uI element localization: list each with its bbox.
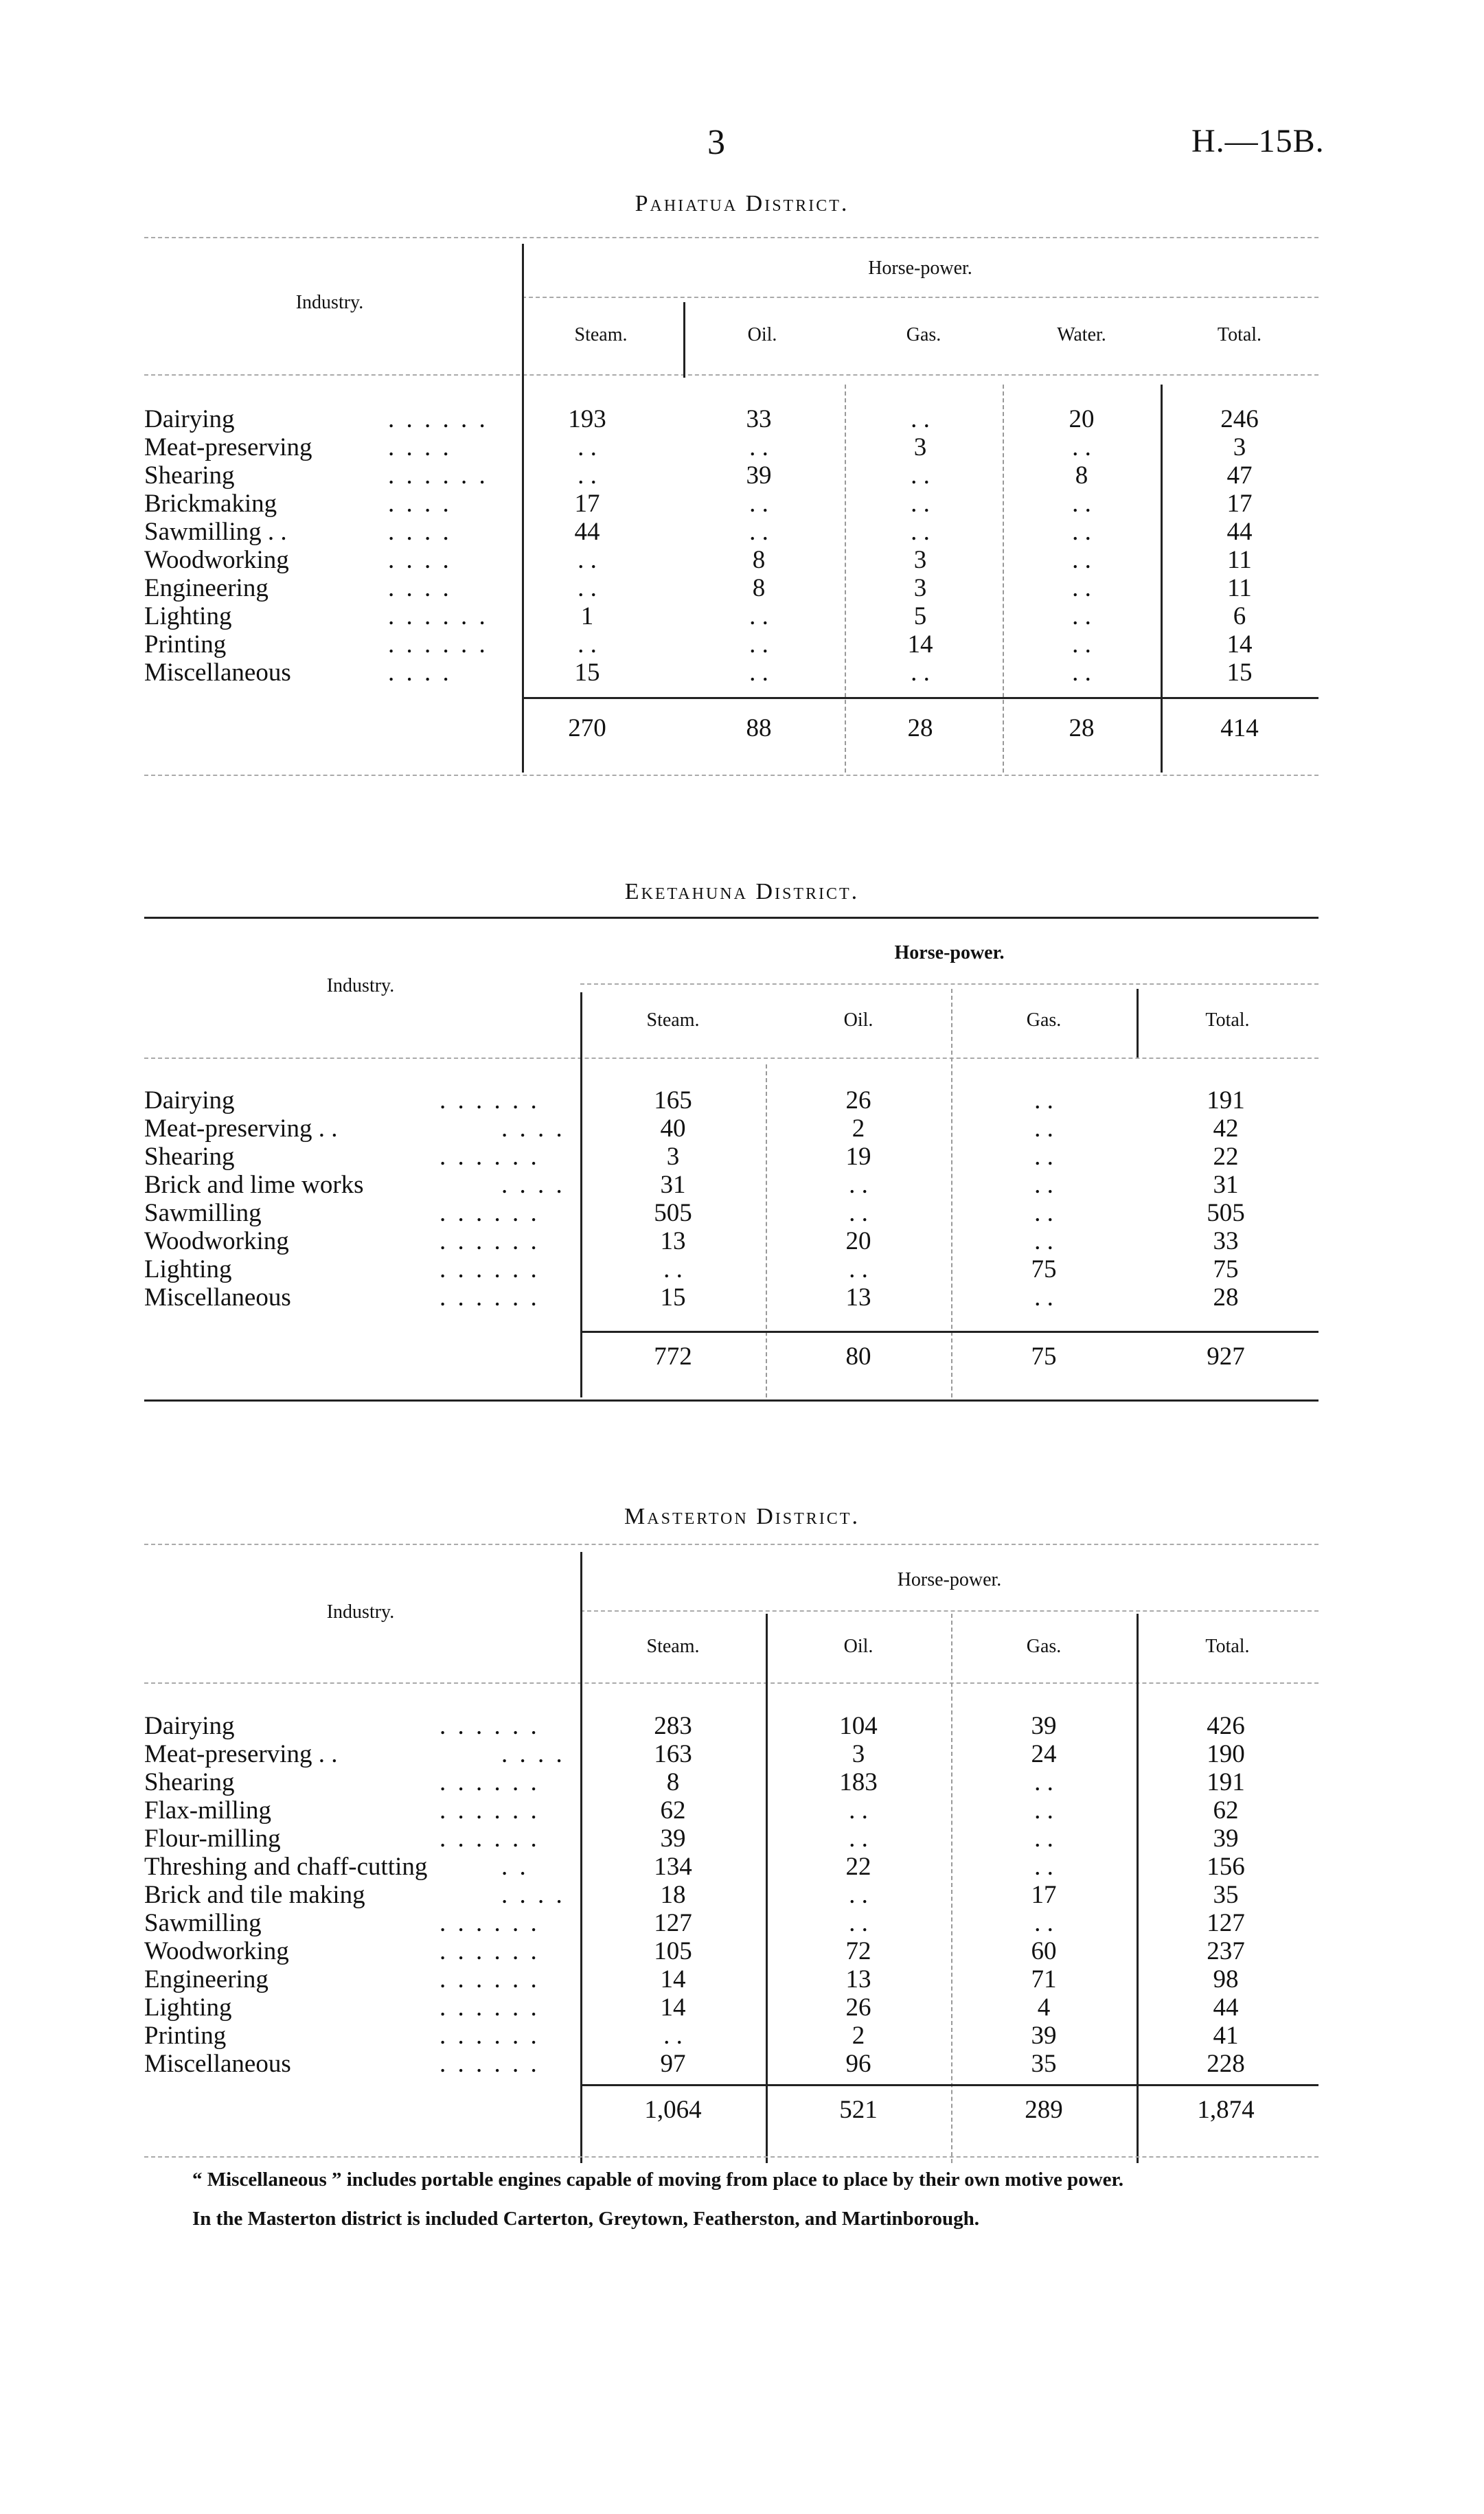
table-row	[144, 574, 1319, 602]
table-row	[144, 659, 1319, 687]
industry-name: Flour-milling	[144, 1825, 281, 1853]
cell-oil: 8	[752, 574, 766, 602]
leader-dots: . . . . . .	[440, 1283, 540, 1312]
cell-steam: 105	[654, 1937, 692, 1965]
cell-water: . .	[1072, 490, 1091, 518]
cell-steam: 134	[654, 1853, 692, 1881]
cell-steam: . .	[578, 630, 597, 659]
totals-row	[144, 714, 1319, 742]
col-oil: Oil.	[843, 1009, 874, 1031]
divider	[522, 297, 1319, 298]
cell-total: 246	[1220, 405, 1259, 433]
cell-steam: . .	[663, 1255, 683, 1283]
footnote-miscellaneous: “ Miscellaneous ” includes portable engines capable of moving from place to place by their own motive power.	[192, 2169, 1123, 2191]
cell-gas: . .	[1034, 1909, 1053, 1937]
industry-name: Printing	[144, 630, 227, 659]
table-row	[144, 1768, 1319, 1796]
table-title: Pahiatua District.	[635, 191, 849, 216]
cell-water: . .	[1072, 659, 1091, 687]
cell-oil: 8	[752, 546, 766, 574]
industry-name: Dairying	[144, 405, 235, 433]
cell-oil: 2	[852, 2022, 865, 2050]
cell-gas: . .	[1034, 1143, 1053, 1171]
horsepower-header: Horse-power.	[897, 1569, 1002, 1590]
table-row	[144, 602, 1319, 630]
industry-name: Lighting	[144, 1993, 232, 2022]
industry-name: Printing	[144, 2022, 227, 2050]
cell-total: 75	[1213, 1255, 1239, 1283]
cell-oil: 104	[839, 1712, 878, 1740]
industry-name: Woodworking	[144, 1937, 289, 1965]
cell-water: . .	[1072, 518, 1091, 546]
col-total: Total.	[1205, 1636, 1250, 1657]
cell-gas: . .	[1034, 1171, 1053, 1199]
divider	[144, 1682, 1319, 1684]
table-row	[144, 2050, 1319, 2078]
table-title: Masterton District.	[624, 1504, 860, 1529]
cell-oil: . .	[749, 630, 768, 659]
cell-steam: 14	[660, 1965, 686, 1993]
cell-steam: 97	[660, 2050, 686, 2078]
total-water: 28	[1069, 714, 1095, 742]
cell-gas: . .	[911, 659, 930, 687]
table-row	[144, 1255, 1319, 1283]
leader-dots: . . . .	[388, 433, 452, 461]
cell-oil: 13	[845, 1283, 871, 1312]
divider	[144, 1058, 1319, 1059]
footnote-masterton: In the Masterton district is included Carterton, Greytown, Featherston, and Martinborough.	[192, 2208, 979, 2230]
table-row	[144, 2022, 1319, 2050]
total-oil: 88	[746, 714, 772, 742]
cell-oil: 72	[845, 1937, 871, 1965]
cell-gas: . .	[1034, 1199, 1053, 1227]
col-total: Total.	[1217, 324, 1262, 345]
cell-total: 191	[1207, 1768, 1245, 1796]
cell-total: 191	[1207, 1086, 1245, 1115]
table-row	[144, 1086, 1319, 1115]
col-water: Water.	[1057, 324, 1106, 345]
table-row	[144, 490, 1319, 518]
industry-name: Lighting	[144, 1255, 232, 1283]
cell-gas: . .	[911, 490, 930, 518]
table-title: Eketahuna District.	[624, 879, 860, 904]
page-reference: H.—15B.	[1191, 123, 1325, 159]
totals-row	[144, 2096, 1319, 2124]
table-row	[144, 1825, 1319, 1853]
industry-name: Meat-preserving	[144, 433, 312, 461]
cell-total: 3	[1233, 433, 1246, 461]
cell-gas: 39	[1031, 2022, 1057, 2050]
industry-name: Woodworking	[144, 546, 289, 574]
total-rule	[580, 2084, 1319, 2086]
cell-oil: . .	[849, 1255, 868, 1283]
cell-steam: 127	[654, 1909, 692, 1937]
industry-name: Brickmaking	[144, 490, 277, 518]
cell-steam: 44	[574, 518, 600, 546]
cell-gas: 17	[1031, 1881, 1057, 1909]
cell-gas: 5	[913, 602, 927, 630]
cell-gas: . .	[1034, 1115, 1053, 1143]
industry-name: Lighting	[144, 602, 232, 630]
cell-steam: . .	[578, 546, 597, 574]
totals-row	[144, 1342, 1319, 1371]
table-row	[144, 1199, 1319, 1227]
cell-gas: . .	[911, 461, 930, 490]
industry-name: Engineering	[144, 574, 269, 602]
cell-gas: . .	[1034, 1853, 1053, 1881]
leader-dots: . . . .	[501, 1115, 565, 1143]
cell-oil: 20	[845, 1227, 871, 1255]
industry-name: Miscellaneous	[144, 2050, 291, 2078]
table-row	[144, 1115, 1319, 1143]
leader-dots: . . . . . .	[440, 1909, 540, 1937]
table-row	[144, 1171, 1319, 1199]
industry-header: Industry.	[295, 292, 364, 313]
cell-total: 426	[1207, 1712, 1245, 1740]
leader-dots: . . . . . .	[388, 602, 488, 630]
cell-gas: 3	[913, 574, 927, 602]
cell-steam: 31	[660, 1171, 686, 1199]
cell-total: 33	[1213, 1227, 1239, 1255]
cell-gas: 35	[1031, 2050, 1057, 2078]
leader-dots: . . . .	[388, 659, 452, 687]
cell-gas: 39	[1031, 1712, 1057, 1740]
divider	[144, 917, 1319, 919]
total-oil: 80	[845, 1342, 871, 1371]
cell-steam: . .	[578, 461, 597, 490]
col-steam: Steam.	[574, 324, 628, 345]
cell-total: 42	[1213, 1115, 1239, 1143]
cell-gas: 71	[1031, 1965, 1057, 1993]
cell-oil: . .	[749, 602, 768, 630]
leader-dots: . . . . . .	[440, 1143, 540, 1171]
industry-header: Industry.	[326, 1601, 395, 1623]
industry-name: Dairying	[144, 1712, 235, 1740]
col-steam: Steam.	[646, 1636, 700, 1657]
cell-steam: 14	[660, 1993, 686, 2022]
table-row	[144, 1881, 1319, 1909]
leader-dots: . . . .	[501, 1881, 565, 1909]
cell-total: 98	[1213, 1965, 1239, 1993]
cell-steam: 15	[660, 1283, 686, 1312]
cell-total: 156	[1207, 1853, 1245, 1881]
leader-dots: . . . .	[501, 1740, 565, 1768]
cell-steam: 1	[580, 602, 594, 630]
total-oil: 521	[839, 2096, 878, 2124]
cell-gas: 24	[1031, 1740, 1057, 1768]
column-rule	[683, 302, 685, 378]
table-row	[144, 1227, 1319, 1255]
total-gas: 28	[907, 714, 933, 742]
divider	[144, 775, 1319, 776]
table-row	[144, 1965, 1319, 1993]
cell-steam: 40	[660, 1115, 686, 1143]
cell-steam: 283	[654, 1712, 692, 1740]
cell-oil: 26	[845, 1993, 871, 2022]
leader-dots: . . . .	[388, 490, 452, 518]
leader-dots: . . . . . .	[440, 1768, 540, 1796]
industry-name: Flax-milling	[144, 1796, 271, 1825]
leader-dots: . . . . . .	[440, 1965, 540, 1993]
cell-oil: 22	[845, 1853, 871, 1881]
table-row	[144, 630, 1319, 659]
industry-name: Shearing	[144, 1143, 235, 1171]
cell-oil: . .	[849, 1199, 868, 1227]
cell-gas: . .	[1034, 1796, 1053, 1825]
cell-total: 62	[1213, 1796, 1239, 1825]
leader-dots: . . . . . .	[440, 1199, 540, 1227]
cell-total: 17	[1226, 490, 1253, 518]
leader-dots: . . . .	[501, 1171, 565, 1199]
cell-gas: 75	[1031, 1255, 1057, 1283]
industry-name: Sawmilling . .	[144, 518, 287, 546]
cell-total: 44	[1226, 518, 1253, 546]
cell-oil: 19	[845, 1143, 871, 1171]
cell-steam: 15	[574, 659, 600, 687]
industry-name: Shearing	[144, 461, 235, 490]
cell-total: 47	[1226, 461, 1253, 490]
cell-oil: . .	[749, 518, 768, 546]
leader-dots: . . . . . .	[440, 1086, 540, 1115]
leader-dots: . . . .	[388, 574, 452, 602]
leader-dots: . . . .	[388, 546, 452, 574]
total-steam: 1,064	[644, 2096, 702, 2124]
table-row	[144, 1796, 1319, 1825]
horsepower-header: Horse-power.	[868, 258, 972, 279]
table-row	[144, 1853, 1319, 1881]
industry-name: Sawmilling	[144, 1199, 262, 1227]
cell-gas: 3	[913, 433, 927, 461]
leader-dots: . . . . . .	[440, 1796, 540, 1825]
cell-gas: 4	[1037, 1993, 1051, 2022]
table-row	[144, 518, 1319, 546]
col-gas: Gas.	[1026, 1636, 1062, 1657]
leader-dots: . . . . . .	[440, 1937, 540, 1965]
cell-total: 31	[1213, 1171, 1239, 1199]
col-gas: Gas.	[1026, 1009, 1062, 1031]
cell-steam: 39	[660, 1825, 686, 1853]
cell-total: 22	[1213, 1143, 1239, 1171]
divider	[144, 237, 1319, 238]
cell-oil: 2	[852, 1115, 865, 1143]
table-row	[144, 1283, 1319, 1312]
table-row	[144, 405, 1319, 433]
leader-dots: . . . . . .	[388, 630, 488, 659]
cell-oil: . .	[849, 1909, 868, 1937]
cell-steam: 13	[660, 1227, 686, 1255]
cell-oil: 26	[845, 1086, 871, 1115]
leader-dots: . . . . . .	[440, 2050, 540, 2078]
table-row	[144, 1993, 1319, 2022]
cell-oil: 13	[845, 1965, 871, 1993]
cell-oil: . .	[849, 1171, 868, 1199]
divider	[144, 374, 1319, 376]
cell-gas: 3	[913, 546, 927, 574]
cell-total: 228	[1207, 2050, 1245, 2078]
cell-total: 11	[1227, 574, 1252, 602]
cell-gas: . .	[911, 405, 930, 433]
industry-header: Industry.	[326, 975, 395, 996]
leader-dots: . . . .	[388, 518, 452, 546]
cell-gas: 14	[907, 630, 933, 659]
table-row	[144, 1937, 1319, 1965]
cell-total: 505	[1207, 1199, 1245, 1227]
divider	[144, 2156, 1319, 2158]
divider	[580, 1610, 1319, 1612]
cell-water: 8	[1075, 461, 1088, 490]
cell-steam: 18	[660, 1881, 686, 1909]
cell-steam: 193	[568, 405, 606, 433]
total-gas: 75	[1031, 1342, 1057, 1371]
cell-water: . .	[1072, 602, 1091, 630]
cell-steam: 3	[666, 1143, 680, 1171]
industry-name: Shearing	[144, 1768, 235, 1796]
cell-total: 35	[1213, 1881, 1239, 1909]
industry-name: Miscellaneous	[144, 659, 291, 687]
cell-total: 15	[1226, 659, 1253, 687]
cell-gas: . .	[1034, 1086, 1053, 1115]
table-row	[144, 1712, 1319, 1740]
cell-steam: . .	[663, 2022, 683, 2050]
horsepower-header: Horse-power.	[894, 942, 1005, 963]
industry-name: Brick and tile making	[144, 1881, 365, 1909]
cell-steam: 505	[654, 1199, 692, 1227]
cell-gas: . .	[1034, 1227, 1053, 1255]
divider	[144, 1399, 1319, 1402]
cell-total: 6	[1233, 602, 1246, 630]
cell-total: 127	[1207, 1909, 1245, 1937]
cell-oil: . .	[749, 433, 768, 461]
col-steam: Steam.	[646, 1009, 700, 1031]
cell-oil: 183	[839, 1768, 878, 1796]
cell-water: . .	[1072, 546, 1091, 574]
industry-name: Woodworking	[144, 1227, 289, 1255]
cell-steam: 163	[654, 1740, 692, 1768]
leader-dots: . . . . . .	[388, 461, 488, 490]
leader-dots: . .	[501, 1853, 529, 1881]
total-rule	[580, 1331, 1319, 1333]
col-oil: Oil.	[843, 1636, 874, 1657]
total-total: 414	[1220, 714, 1259, 742]
industry-name: Meat-preserving . .	[144, 1740, 338, 1768]
col-total: Total.	[1205, 1009, 1250, 1031]
cell-total: 14	[1226, 630, 1253, 659]
cell-water: 20	[1069, 405, 1095, 433]
column-rule	[1137, 989, 1139, 1058]
table-row	[144, 1909, 1319, 1937]
divider	[144, 1544, 1319, 1545]
col-gas: Gas.	[906, 324, 941, 345]
cell-gas: . .	[1034, 1825, 1053, 1853]
cell-total: 41	[1213, 2022, 1239, 2050]
cell-steam: 62	[660, 1796, 686, 1825]
divider	[580, 983, 1319, 985]
table-row	[144, 433, 1319, 461]
cell-oil: 39	[746, 461, 772, 490]
total-total: 927	[1207, 1342, 1245, 1371]
industry-name: Brick and lime works	[144, 1171, 364, 1199]
cell-gas: . .	[1034, 1283, 1053, 1312]
cell-water: . .	[1072, 630, 1091, 659]
table-row	[144, 461, 1319, 490]
cell-total: 11	[1227, 546, 1252, 574]
cell-oil: 96	[845, 2050, 871, 2078]
leader-dots: . . . . . .	[440, 1227, 540, 1255]
cell-gas: . .	[1034, 1768, 1053, 1796]
total-rule	[522, 697, 1319, 699]
leader-dots: . . . . . .	[440, 1255, 540, 1283]
industry-name: Meat-preserving . .	[144, 1115, 338, 1143]
cell-total: 39	[1213, 1825, 1239, 1853]
leader-dots: . . . . . .	[388, 405, 488, 433]
table-row	[144, 1143, 1319, 1171]
table-row	[144, 546, 1319, 574]
cell-water: . .	[1072, 574, 1091, 602]
cell-oil: 3	[852, 1740, 865, 1768]
cell-steam: . .	[578, 433, 597, 461]
cell-oil: 33	[746, 405, 772, 433]
industry-name: Threshing and chaff-cutting	[144, 1853, 428, 1881]
cell-total: 190	[1207, 1740, 1245, 1768]
col-oil: Oil.	[747, 324, 777, 345]
industry-name: Engineering	[144, 1965, 269, 1993]
cell-steam: 8	[666, 1768, 680, 1796]
industry-name: Miscellaneous	[144, 1283, 291, 1312]
total-gas: 289	[1025, 2096, 1063, 2124]
cell-oil: . .	[749, 490, 768, 518]
leader-dots: . . . . . .	[440, 1993, 540, 2022]
leader-dots: . . . . . .	[440, 2022, 540, 2050]
cell-steam: 165	[654, 1086, 692, 1115]
cell-oil: . .	[849, 1881, 868, 1909]
cell-steam: . .	[578, 574, 597, 602]
cell-oil: . .	[849, 1825, 868, 1853]
cell-total: 28	[1213, 1283, 1239, 1312]
cell-steam: 17	[574, 490, 600, 518]
page-number: 3	[707, 123, 725, 162]
cell-oil: . .	[749, 659, 768, 687]
cell-oil: . .	[849, 1796, 868, 1825]
cell-gas: . .	[911, 518, 930, 546]
total-total: 1,874	[1197, 2096, 1255, 2124]
cell-total: 44	[1213, 1993, 1239, 2022]
table-row	[144, 1740, 1319, 1768]
leader-dots: . . . . . .	[440, 1712, 540, 1740]
total-steam: 772	[654, 1342, 692, 1371]
cell-water: . .	[1072, 433, 1091, 461]
cell-gas: 60	[1031, 1937, 1057, 1965]
total-steam: 270	[568, 714, 606, 742]
leader-dots: . . . . . .	[440, 1825, 540, 1853]
cell-total: 237	[1207, 1937, 1245, 1965]
industry-name: Dairying	[144, 1086, 235, 1115]
industry-name: Sawmilling	[144, 1909, 262, 1937]
